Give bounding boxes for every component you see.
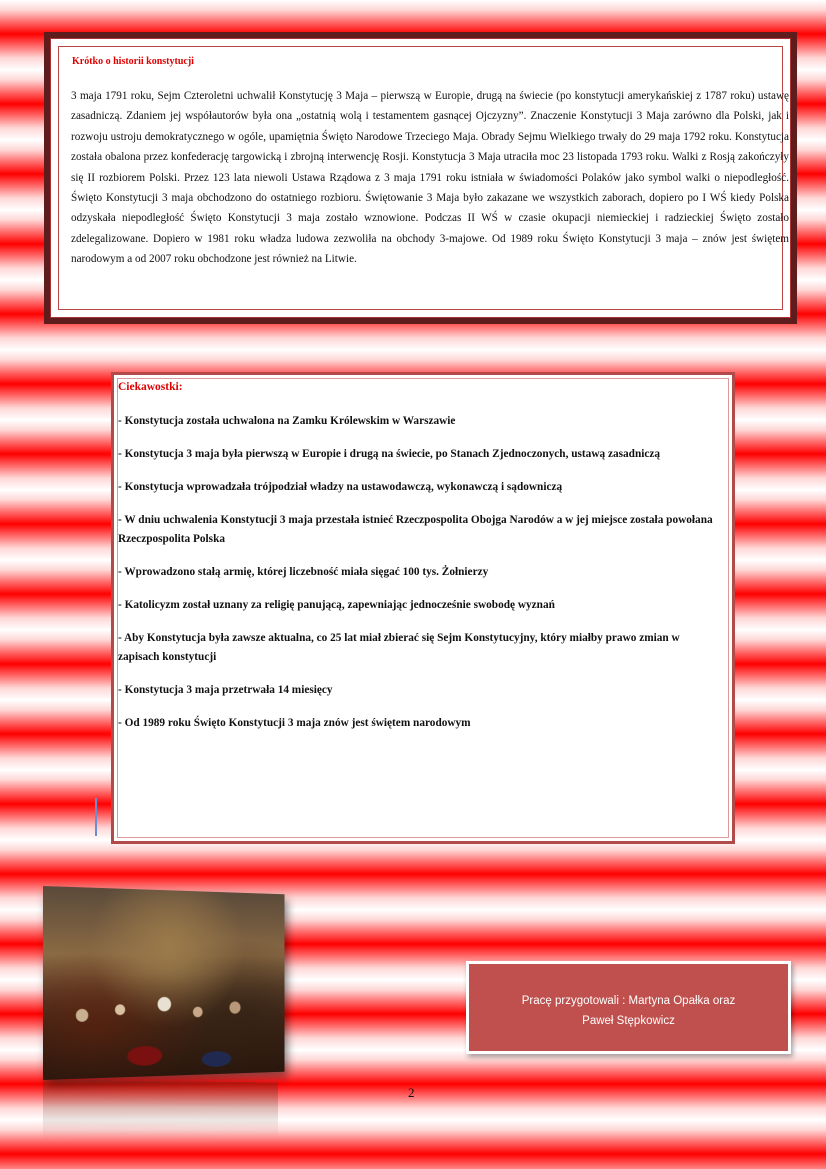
credits-box — [466, 961, 791, 1054]
fact-item: - Od 1989 roku Święto Konstytucji 3 maja znów jest świętem narodowym — [118, 717, 471, 729]
page-number: 2 — [408, 1085, 415, 1100]
fact-item: - Konstytucja 3 maja była pierwszą w Europie i drugą na świecie, po Stanach Zjednoczonych, ustawą zasadniczą — [118, 448, 661, 460]
painting-reflection — [43, 1080, 278, 1140]
constitution-painting-image — [43, 886, 285, 1080]
facts-list — [118, 412, 718, 747]
fact-item: - Aby Konstytucja była zawsze aktualna, co 25 lat miał zbierać się Sejm Konstytucyjny, który miałby prawo zmian w zapisach konstytucji — [118, 632, 680, 663]
fact-item: - Wprowadzono stałą armię, której liczebność miała sięgać 100 tys. Żołnierzy — [118, 566, 489, 578]
history-title: Krótko o historii konstytucji — [72, 56, 194, 67]
fact-item: - W dniu uchwalenia Konstytucji 3 maja przestała istnieć Rzeczpospolita Obojga Narodów a w jej miejsce została powołana Rzeczpospolita Polska — [118, 514, 713, 545]
text-cursor — [95, 798, 97, 836]
history-text-box — [44, 32, 797, 324]
facts-text-box — [111, 372, 735, 844]
credits-line-1: Pracę przygotowali : Martyna Opałka oraz — [521, 995, 736, 1007]
facts-title: Ciekawostki: — [118, 381, 183, 393]
history-paragraph: 3 maja 1791 roku, Sejm Czteroletni uchwalił Konstytucję 3 Maja – pierwszą w Europie, drugą na świecie (po konstytucji amerykańskiej z 1787 roku) ustawę zasadniczą. Zdaniem jej współautorów była ona „ostatnią wolą i testamentem gasnącej Ojczyzny”. Znaczenie Konstytucji 3 Maja zarówno dla Polski, jak i rozwoju ustroju demokratycznego w ogóle, upamiętnia Święto Narodowe Trzeciego Maja. Obrady Sejmu Wielkiego trwały do 29 maja 1792 roku. Konstytucja została obalona przez konfederację targowicką i zbrojną interwencję Rosji. Konstytucja 3 Maja utraciła moc 23 listopada 1793 roku. Walki z Rosją zakończyły się II rozbiorem Polski. Przez 123 lata niewoli Ustawa Rządowa z 3 maja 1791 roku istniała w świadomości Polaków jako symbol walki o niepodległość. Święto Konstytucji 3 maja obchodzono do ostatniego rozbioru. Świętowanie 3 Maja było zakazane we wszystkich zaborach, dopiero po I WŚ kiedy Polska odzyskała niepodległość Święto Konstytucji 3 maja zostało wznowione. Podczas II WŚ w czasie okupacji niemieckiej i radzieckiej Święto zostało zdelegalizowane. Dopiero w 1981 roku władza ludowa zezwoliła na obchody 3-majowe. Od 1989 roku Święto Konstytucji 3 maja – znów jest świętem narodowym a od 2007 roku obchodzone jest również na Litwie. — [71, 90, 789, 266]
credits-text — [469, 991, 788, 1031]
fact-item: - Konstytucja wprowadzała trójpodział władzy na ustawodawczą, wykonawczą i sądowniczą — [118, 481, 563, 493]
fact-item: - Katolicyzm został uznany za religię panującą, zapewniając jednocześnie swobodę wyznań — [118, 599, 555, 611]
credits-line-2: Paweł Stępkowicz — [582, 1015, 675, 1027]
fact-item: - Konstytucja 3 maja przetrwała 14 miesięcy — [118, 684, 333, 696]
fact-item: - Konstytucja została uchwalona na Zamku Królewskim w Warszawie — [118, 415, 456, 427]
painting-crowd-detail — [43, 973, 285, 1080]
